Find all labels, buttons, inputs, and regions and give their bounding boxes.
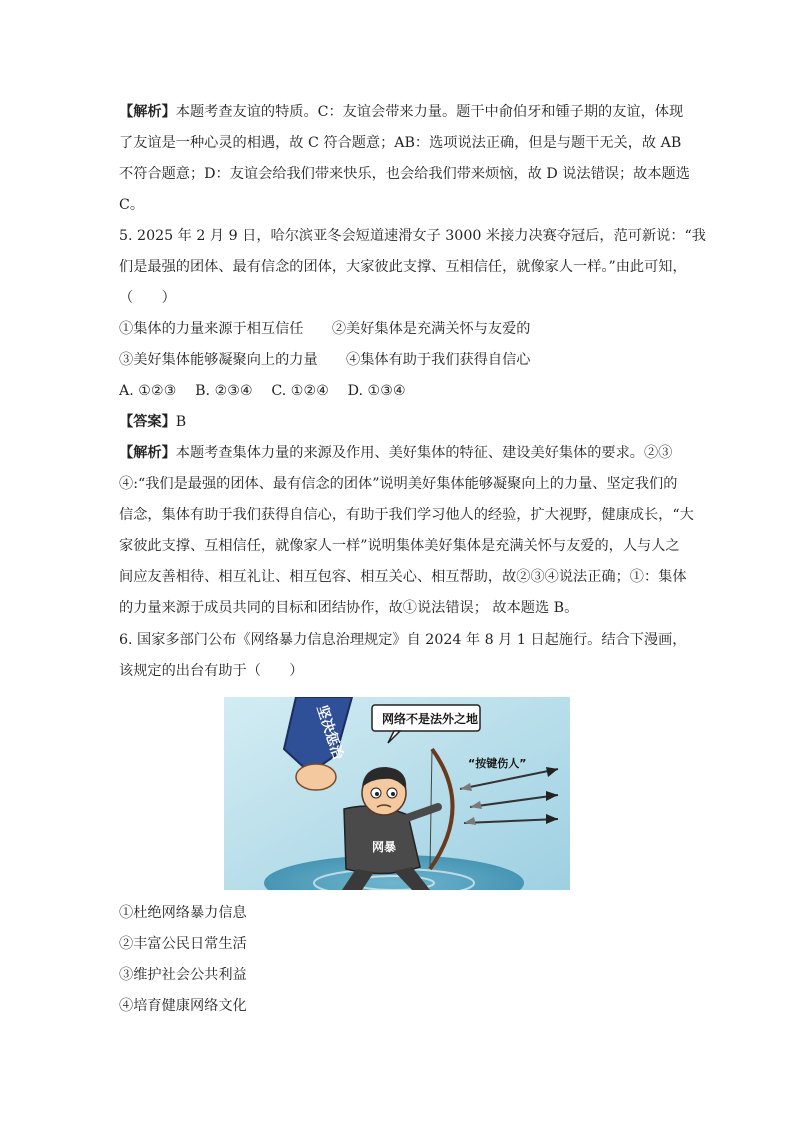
sleeve-text: 坚决惩治 <box>313 703 346 762</box>
q6-stem-line-1: 6. 国家多部门公布《网络暴力信息治理规定》自 2024 年 8 月 1 日起施行。结合下漫画， <box>119 632 687 648</box>
q5-analysis-line-1: 【解析】本题考查集体力量的来源及作用、美好集体的特征、建设美好集体的要求。②③ <box>119 445 673 461</box>
q5-stem-line-1: 5. 2025 年 2 月 9 日，哈尔滨亚冬会短道速滑女子 3000 米接力决赛夺冠后，范可新说：“我 <box>119 228 706 244</box>
q4-analysis-line-1: 【解析】本题考查友谊的特质。C：友谊会带来力量。题干中俞伯牙和锺子期的友谊，体现 <box>119 104 684 120</box>
answer-value: B <box>175 414 187 430</box>
q6-statement-3: ③维护社会公共利益 <box>119 967 247 983</box>
arrows-label: “按键伤人” <box>468 757 527 770</box>
q6-statement-2: ②丰富公民日常生活 <box>119 936 247 952</box>
q4-analysis-line-3: 不符合题意；D：友谊会给我们带来快乐，也会给我们带来烦恼，故 D 说法错误；故本题选 <box>119 166 690 182</box>
q5-analysis-line-6: 的力量来源于成员共同的目标和团结协作，故①说法错误； 故本题选 B。 <box>119 600 579 616</box>
q5-analysis-line-3: 信念，集体有助于我们获得自信心，有助于我们学习他人的经验，扩大视野，健康成长，“大 <box>119 507 694 523</box>
speech-text: 网络不是法外之地 <box>382 712 479 726</box>
grabbing-hand <box>296 764 336 790</box>
q6-stem-line-2: 该规定的出台有助于（ ） <box>119 663 304 679</box>
q4-analysis-line-2: 了友谊是一种心灵的相遇，故 C 符合题意；AB：选项说法正确，但是与题干无关，故 AB <box>119 135 682 151</box>
q5-answer <box>119 412 186 432</box>
q5-analysis-line-2: ④:“我们是最强的团体、最有信念的团体”说明美好集体能够凝聚向上的力量、坚定我们的 <box>119 476 678 492</box>
q6-statement-4: ④培育健康网络文化 <box>119 998 247 1014</box>
shirt-text: 网暴 <box>372 840 397 854</box>
q5-stem-line-2: 们是最强的团体、最有信念的团体，大家彼此支撑、互相信任，就像家人一样。”由此可知， <box>119 259 687 275</box>
q4-analysis-line-4: C。 <box>119 197 145 213</box>
q5-analysis-line-5: 间应友善相待、相互礼让、相互包容、相互关心、相互帮助，故②③④说法正确；①：集体 <box>119 569 687 585</box>
q5-analysis-line-4: 家彼此支撑、互相信任，就像家人一样”说明集体美好集体是充满关怀与友爱的，人与人之 <box>119 538 680 554</box>
q5-stem-line-3: （ ） <box>119 290 176 306</box>
q5-statement-line-2: ③美好集体能够凝聚向上的力量 ④集体有助于我们获得自信心 <box>119 352 531 368</box>
analysis-label: 【解析】 <box>119 104 176 120</box>
q5-statement-line-1: ①集体的力量来源于相互信任 ②美好集体是充满关怀与友爱的 <box>119 321 531 337</box>
analysis-label: 【解析】 <box>119 445 176 461</box>
q5-choices: A. ①②③ B. ②③④ C. ①②④ D. ①③④ <box>119 383 406 399</box>
cyberbullying-cartoon <box>224 697 570 890</box>
q6-statement-1: ①杜绝网络暴力信息 <box>119 905 247 921</box>
answer-label: 【答案】 <box>119 414 176 430</box>
